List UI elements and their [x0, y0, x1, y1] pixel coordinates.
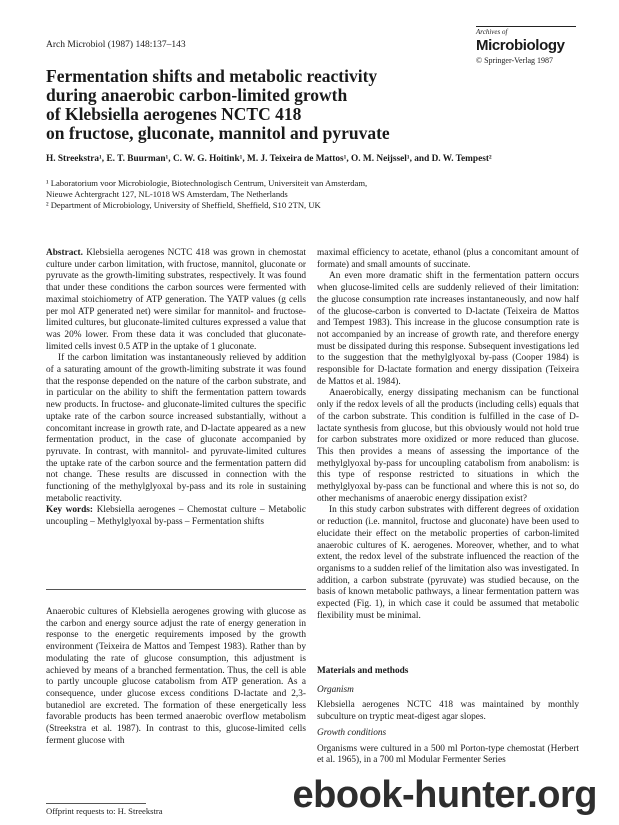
affiliation-line-3: ² Department of Microbiology, University of Sheffield, Sheffield, S10 2TN, UK [46, 200, 321, 210]
abstract-paragraph-2: If the carbon limitation was instantaneously relieved by addition of a saturating amount of the growth-limiting substrate it was found that the response depended on the nature of the carbon substrate, and in particular on the ability to shift the fermentation pattern towards new products. In fructose- and gluconate-limited cultures the specific uptake rate of the carbon source increased substantially, without a concomitant increase in growth rate, and D-lactate appeared as a new fermentation product, in the case of gluconate accompanied by pyruvate. In contrast, with mannitol- and pyruvate-limited cultures the uptake rate of the carbon source and the fermentation pattern did not change. These results are discussed in connection with the functioning of the methylglyoxal by-pass and its role in sustaining metabolic reactivity. [46, 353, 306, 504]
growth-text: Organisms were cultured in a 500 ml Porton-type chemostat (Herbert et al. 1965), in a 700 ml Modular Fermenter Series [317, 743, 579, 766]
author-list: H. Streekstra¹, E. T. Buurman¹, C. W. G. Hoitink¹, M. J. Teixeira de Mattos¹, O. M. Neijssel¹, and D. W. Tempest² [46, 154, 492, 164]
title-line-1: Fermentation shifts and metabolic reactivity [46, 66, 378, 86]
subsection-heading-organism: Organism [317, 684, 354, 695]
logo-subtitle: Archives of [476, 26, 576, 36]
abstract-text-1: Klebsiella aerogenes NCTC 418 was grown in chemostat culture under carbon limitation, with fructose, mannitol, gluconate or pyruvate as the growth-limiting substrates, respectively. It was found that under these conditions the carbon sources were fermented with maximal stoichiometry of ATP generation. The YATP values (g cells per mol ATP generated net) were similar for mannitol- and fructose-limited cultures, but gluconate-limited cultures expressed a value that was 20% lower. From these data it was concluded that gluconate-limited cells invest 0.5 ATP in the uptake of 1 gluconate. [46, 248, 306, 352]
journal-reference: Arch Microbiol (1987) 148:137–143 [46, 40, 186, 50]
section-heading: Materials and methods [317, 666, 409, 676]
keywords-label: Key words: [46, 505, 94, 516]
watermark: ebook-hunter.org [292, 774, 597, 816]
logo-title: Microbiology [476, 37, 565, 54]
copyright-notice: © Springer-Verlag 1987 [476, 56, 554, 65]
abstract-paragraph-1 [46, 248, 306, 353]
right-paragraph-3: Anaerobically, energy dissipating mechanism can be functional only if the redox levels of all the products (including cells) equals that of the carbon substrate. This condition is fulfilled in the case of D-lactate synthesis from glucose, but this obviously would not hold true for carbon substrates more oxidized or more reduced than glucose. This then provides a means of assessing the importance of the methylglyoxal by-pass for uncoupling catabolism from anabolism: is this type of response restricted to situations in which the methylglyoxal by-pass can be functional and where this is not so, do other mechanisms of anaerobic energy dissipation exist? [317, 388, 579, 504]
right-column-intro [317, 248, 579, 623]
keywords [46, 505, 306, 528]
materials-methods-section [317, 666, 579, 767]
footnote-divider [46, 803, 146, 804]
offprint-note: Offprint requests to: H. Streekstra [46, 806, 163, 816]
abstract-label: Abstract. [46, 248, 83, 258]
right-paragraph-4: In this study carbon substrates with different degrees of oxidation or reduction (i.e. mannitol, fructose and gluconate) have been used to elucidate their effect on the metabolic properties of carbon-limited anaerobic cultures of K. aerogenes. Moreover, whether, and to what extent, the redox level of the substrate influenced the reaction of the organisms to a sudden relief of the limitation also was investigated. In addition, a carbon substrate (pyruvate) was studied because, on the basis of known metabolic pathways, a linear fermentation pattern was expected (Fig. 1), in which case it could be assumed that metabolic flexibility must be minimal. [317, 505, 579, 621]
title-line-3: of Klebsiella aerogenes NCTC 418 [46, 104, 302, 124]
journal-logo [476, 26, 576, 65]
right-paragraph-1: maximal efficiency to acetate, ethanol (plus a concomitant amount of formate) and small amounts of succinate. [317, 248, 579, 270]
affiliations [46, 178, 586, 211]
affiliation-line-2: Nieuwe Achtergracht 127, NL-1018 WS Amsterdam, The Netherlands [46, 189, 288, 199]
abstract-column [46, 248, 306, 529]
title-line-4: on fructose, gluconate, mannitol and pyruvate [46, 123, 390, 143]
introduction-text: Anaerobic cultures of Klebsiella aerogenes growing with glucose as the carbon and energy source adjust the rate of energy generation in response to the energetic requirements imposed by the growth environment (Teixeira de Mattos and Tempest 1983). Rather than by modulating the rate of glucose consumption, this adjustment is achieved by means of a branched fermentation. Thus, the cell is able to partly uncouple glucose catabolism from ATP generation. As a consequence, under glucose excess conditions D-lactate and 2,3-butanediol are excreted. The formation of these energetically less favorable products has been termed anaerobic overflow metabolism (Streekstra et al. 1987). In contrast to this, glucose-limited cells ferment glucose with [46, 607, 306, 746]
keywords-text: Klebsiella aerogenes – Chemostat culture – Metabolic uncoupling – Methylglyoxal by-pass – Fermentation shifts [46, 505, 306, 528]
organism-text: Klebsiella aerogenes NCTC 418 was maintained by monthly subculture on tryptic meat-digest agar slopes. [317, 700, 579, 723]
section-divider [46, 589, 306, 590]
affiliation-line-1: ¹ Laboratorium voor Microbiologie, Biotechnologisch Centrum, Universiteit van Amsterdam, [46, 178, 368, 188]
title-line-2: during anaerobic carbon-limited growth [46, 85, 348, 105]
article-title [46, 67, 586, 143]
right-paragraph-2: An even more dramatic shift in the fermentation pattern occurs when glucose-limited cells are suddenly relieved of their limitation: the glucose consumption rate increases instantaneously, and now half of the glucose-carbon is converted to D-lactate (Teixeira de Mattos and Tempest 1983). This increase in the glucose consumption rate is not accompanied by an increase of growth rate, and therefore energy must be dissipated during this response. Subsequent investigations led to the suggestion that the methylglyoxal by-pass (Cooper 1984) is responsible for D-lactate formation and energy dissipation (Teixeira de Mattos et al. 1984). [317, 271, 579, 387]
subsection-heading-growth: Growth conditions [317, 727, 387, 738]
